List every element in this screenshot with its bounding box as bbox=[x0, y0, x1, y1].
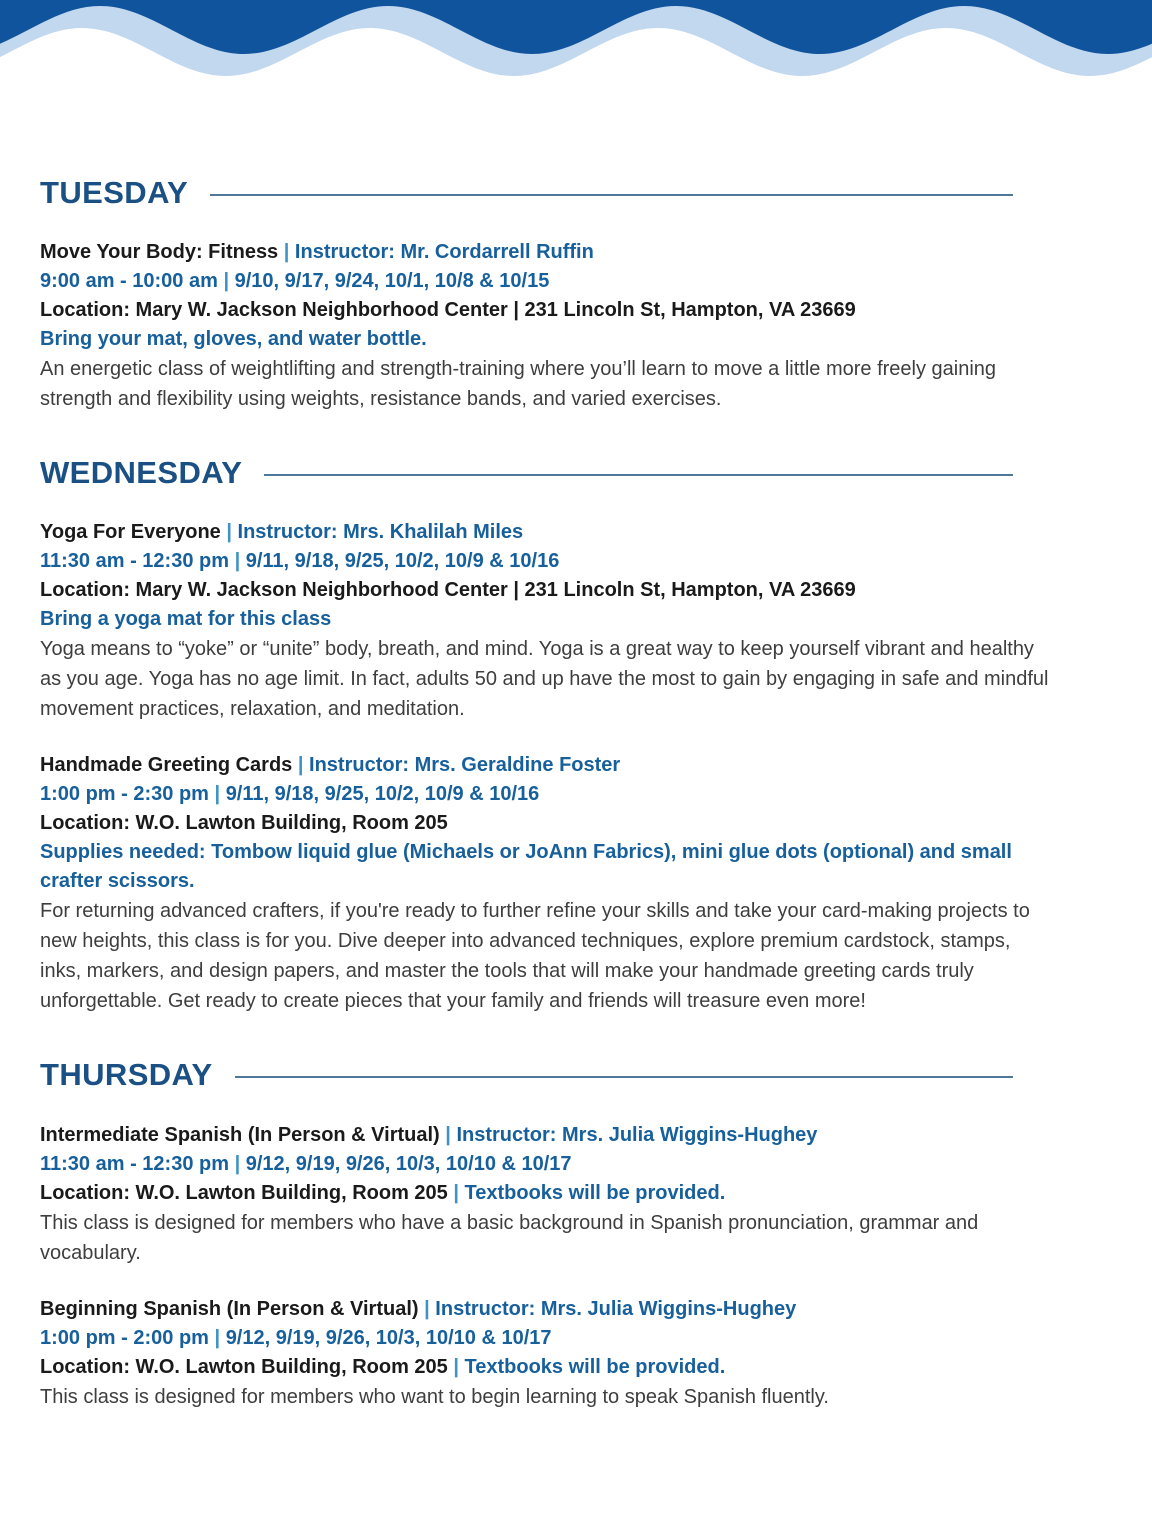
separator-pipe: | bbox=[214, 1326, 221, 1349]
separator-pipe: | bbox=[453, 1355, 459, 1378]
class-dates: 9/12, 9/19, 9/26, 10/3, 10/10 & 10/17 bbox=[245, 1152, 572, 1175]
day-divider-line bbox=[235, 1076, 1013, 1078]
day-section-tuesday bbox=[40, 174, 1086, 414]
schedule-page bbox=[0, 174, 1152, 1412]
day-section-wednesday bbox=[40, 454, 1086, 1016]
wave-graphic bbox=[0, 0, 1152, 100]
class-location: Location: Mary W. Jackson Neighborhood Center | 231 Lincoln St, Hampton, VA 23669 bbox=[40, 579, 856, 602]
class-dates: 9/11, 9/18, 9/25, 10/2, 10/9 & 10/16 bbox=[245, 550, 560, 573]
decorative-wave-banner bbox=[0, 0, 1152, 100]
class-time: 1:00 pm - 2:30 pm bbox=[40, 783, 209, 806]
separator-pipe: | bbox=[223, 270, 230, 293]
separator-pipe: | bbox=[445, 1123, 451, 1146]
day-divider-line bbox=[264, 474, 1013, 476]
class-card-intermediate-spanish bbox=[40, 1121, 1086, 1268]
class-instructor: Instructor: Mr. Cordarrell Ruffin bbox=[294, 241, 594, 264]
class-note: Bring your mat, gloves, and water bottle. bbox=[40, 328, 427, 351]
class-location: Location: W.O. Lawton Building, Room 205 bbox=[40, 1355, 448, 1378]
class-title: Handmade Greeting Cards bbox=[40, 754, 293, 777]
class-location: Location: W.O. Lawton Building, Room 205 bbox=[40, 1181, 448, 1204]
separator-pipe: | bbox=[214, 783, 221, 806]
separator-pipe: | bbox=[424, 1297, 430, 1320]
class-dates: 9/12, 9/19, 9/26, 10/3, 10/10 & 10/17 bbox=[225, 1326, 552, 1349]
class-time: 9:00 am - 10:00 am bbox=[40, 270, 218, 293]
day-label: WEDNESDAY bbox=[40, 455, 243, 491]
separator-pipe: | bbox=[234, 1152, 241, 1175]
class-instructor: Instructor: Mrs. Khalilah Miles bbox=[237, 521, 524, 544]
class-time: 11:30 am - 12:30 pm bbox=[40, 550, 229, 573]
class-instructor: Instructor: Mrs. Julia Wiggins-Hughey bbox=[435, 1297, 797, 1320]
day-label: THURSDAY bbox=[40, 1057, 213, 1093]
class-card-beginning-spanish bbox=[40, 1295, 1086, 1412]
day-header bbox=[40, 454, 1086, 491]
class-description: An energetic class of weightlifting and strength-training where you’ll learn to move a little more freely gaining strength and flexibility using weights, resistance bands, and varied exercises. bbox=[40, 358, 997, 411]
class-instructor: Instructor: Mrs. Geraldine Foster bbox=[309, 754, 621, 777]
class-description: This class is designed for members who want to begin learning to speak Spanish fluently. bbox=[40, 1385, 829, 1408]
class-location-note: Textbooks will be provided. bbox=[464, 1181, 726, 1204]
day-header bbox=[40, 1056, 1086, 1093]
class-note: Supplies needed: Tombow liquid glue (Michaels or JoAnn Fabrics), mini glue dots (optional) and small crafter scissors. bbox=[40, 841, 1012, 893]
class-description: This class is designed for members who have a basic background in Spanish pronunciation, grammar and vocabulary. bbox=[40, 1211, 979, 1264]
class-title: Intermediate Spanish (In Person & Virtual) bbox=[40, 1123, 440, 1146]
class-instructor: Instructor: Mrs. Julia Wiggins-Hughey bbox=[456, 1123, 818, 1146]
separator-pipe: | bbox=[226, 521, 232, 544]
separator-pipe: | bbox=[283, 241, 290, 264]
class-title: Beginning Spanish (In Person & Virtual) bbox=[40, 1297, 419, 1320]
class-dates: 9/11, 9/18, 9/25, 10/2, 10/9 & 10/16 bbox=[225, 783, 540, 806]
class-card-yoga bbox=[40, 518, 1086, 724]
class-note: Bring a yoga mat for this class bbox=[40, 608, 332, 631]
class-time: 1:00 pm - 2:00 pm bbox=[40, 1326, 209, 1349]
separator-pipe: | bbox=[297, 754, 304, 777]
class-title: Move Your Body: Fitness bbox=[40, 241, 279, 264]
class-dates: 9/10, 9/17, 9/24, 10/1, 10/8 & 10/15 bbox=[234, 270, 550, 293]
class-card-fitness bbox=[40, 238, 1086, 414]
day-divider-line bbox=[210, 194, 1013, 196]
class-time: 11:30 am - 12:30 pm bbox=[40, 1152, 229, 1175]
day-header bbox=[40, 174, 1086, 211]
class-location-note: Textbooks will be provided. bbox=[464, 1355, 726, 1378]
day-section-thursday bbox=[40, 1056, 1086, 1411]
day-label: TUESDAY bbox=[40, 175, 189, 210]
class-card-greeting-cards bbox=[40, 751, 1086, 1016]
separator-pipe: | bbox=[234, 550, 241, 573]
separator-pipe: | bbox=[453, 1181, 459, 1204]
class-location: Location: W.O. Lawton Building, Room 205 bbox=[40, 812, 448, 835]
class-description: Yoga means to “yoke” or “unite” body, breath, and mind. Yoga is a great way to keep yourself vibrant and healthy as you age. Yoga has no age limit. In fact, adults 50 and up have the most to gain by engaging in safe and mindful movement practices, relaxation, and meditation. bbox=[40, 638, 1049, 721]
class-description: For returning advanced crafters, if you're ready to further refine your skills and take your card-making projects to new heights, this class is for you. Dive deeper into advanced techniques, explore premium cardstock, stamps, inks, markers, and design papers, and master the tools that will make your handmade greeting cards truly unforgettable. Get ready to create pieces that your family and friends will treasure even more! bbox=[40, 900, 1030, 1013]
class-title: Yoga For Everyone bbox=[40, 521, 221, 544]
class-location: Location: Mary W. Jackson Neighborhood Center | 231 Lincoln St, Hampton, VA 23669 bbox=[40, 299, 856, 322]
